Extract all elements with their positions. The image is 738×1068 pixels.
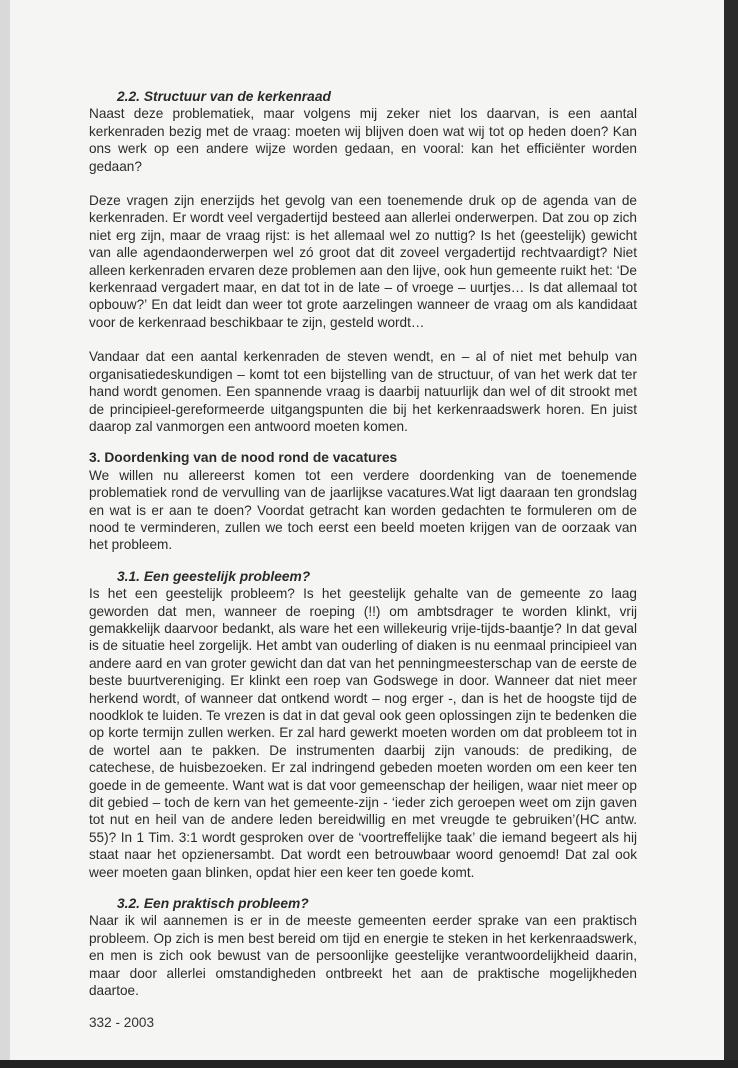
section-3-1: [89, 568, 637, 881]
paragraph: Deze vragen zijn enerzijds het gevolg van een toenemende druk op de agenda van de kerkenraden. Er wordt veel vergadertijd besteed aan allerlei onderwerpen. Dat zou op zich niet erg zijn, maar de vraag rijst: is het allemaal wel zo nuttig? Is het (geestelijk) gewicht van alle agendaonderwerpen wel zó groot dat dit zoveel vergadertijd rechtvaardigt? Niet alleen kerkenraden ervaren deze problemen aan den lijve, ook hun gemeente ruikt het: ‘De kerkenraad vergadert maar, en dat tot in de late – of vroege – uurtjes… Is dat allemaal tot opbouw?’ En dat leidt dan weer tot grote aarzelingen wanneer de vraag om als kandidaat voor de kerkenraad beschikbaar te zijn, gesteld wordt…: [89, 193, 637, 330]
paragraph: Naast deze problematiek, maar volgens mij zeker niet los daarvan, is een aantal kerkenraden bezig met de vraag: moeten wij blijven doen wat wij tot op heden doen? Kan ons werk op een andere wijze worden gedaan, en vooral: kan het efficiënter worden gedaan?: [89, 106, 637, 174]
article-body: [89, 88, 637, 1031]
paragraph: Is het een geestelijk probleem? Is het geestelijk gehalte van de gemeente zo laag geworden dat men, wanneer de roeping (!!) om ambtsdrager te worden klinkt, vrij gemakkelijk daarvoor bedankt, als ware het een willekeurig vrije-tijds-baantje? In dat geval is de situatie heel zorgelijk. Het ambt van ouderling of diaken is nu eenmaal principieel van andere aard en van groter gewicht dan dat van het penningmeesterschap van de eerste de beste buurtvereniging. Er klinkt een roep van Godswege in door. Wanneer dat niet meer herkend wordt, of wanneer dat ontkend wordt – nog erger -, dan is het de hoogste tijd de noodklok te luiden. Te vrezen is dat in dat geval ook geen oplossingen zijn te bedenken die op korte termijn zullen werken. Er zal hard gewerkt moeten worden om dat probleem tot in de wortel aan te pakken. De instrumenten daarbij zijn vanouds: de prediking, de catechese, de huisbezoeken. Er zal indringend gebeden moeten worden om een keer ten goede in de gemeente. Want wat is dat voor gemeenschap der heiligen, waar niet meer op dit gebied – toch de kern van het gemeente-zijn - ‘ieder zich geroepen weet om zijn gaven tot nut en heil van de andere leden bereidwillig en met vreugde te gebruiken’(HC antw. 55)? In 1 Tim. 3:1 wordt gesproken over de ‘voortreffelijke taak’ die iemand begeert als hij staat naar het opzienersambt. Dat wordt een betrouwbaar woord genoemd! Dat zal ook weer moeten gaan blinken, opdat hier een keer ten goede komt.: [89, 586, 637, 880]
paragraph: Vandaar dat een aantal kerkenraden de steven wendt, en – al of niet met behulp van organisatiedeskundigen – komt tot een bijstelling van de structuur, of van het werk dat ter hand wordt genomen. Een spannende vraag is daarbij natuurlijk dan wel of dit strookt met de principieel-gereformeerde uitgangspunten die bij het kerkenraadswerk horen. En juist daarop zal vanmorgen een antwoord moeten komen.: [89, 349, 637, 434]
page-number: 332 - 2003: [89, 1014, 155, 1030]
section-3: [89, 449, 637, 553]
section-3-2: [89, 895, 637, 999]
paragraph: We willen nu allereerst komen tot een verdere doordenking van de toenemende problematiek rond de vervulling van de jaarlijkse vacatures.Wat ligt daaraan ten grondslag en wat is er aan te doen? Voordat getracht kan worden gedachten te formuleren om de nood te verminderen, zullen we toch eerst een beeld moeten krijgen van de oorzaak van het probleem.: [89, 467, 637, 553]
scan-edge-left: [0, 0, 10, 1068]
scan-edge-right: [724, 0, 738, 1068]
paragraph: Naar ik wil aannemen is er in de meeste gemeenten eerder sprake van een praktisch probleem. Op zich is men best bereid om tijd en energie te steken in het kerkenraadswerk, en men is zich ook bewust van de persoonlijke geestelijke verantwoordelijkheid daarin, maar door allerlei omstandigheden ontbreekt het aan de praktische mogelijkheden daartoe.: [89, 913, 637, 999]
section-3-heading: 3. Doordenking van de nood rond de vacatures: [89, 450, 398, 466]
scan-edge-bottom: [0, 1060, 738, 1068]
section-3-2-heading: 3.2. Een praktisch probleem?: [117, 896, 309, 912]
section-2-2-heading: 2.2. Structuur van de kerkenraad: [117, 89, 331, 104]
section-3-1-heading: 3.1. Een geestelijk probleem?: [117, 568, 311, 584]
section-2-2: [89, 88, 637, 435]
